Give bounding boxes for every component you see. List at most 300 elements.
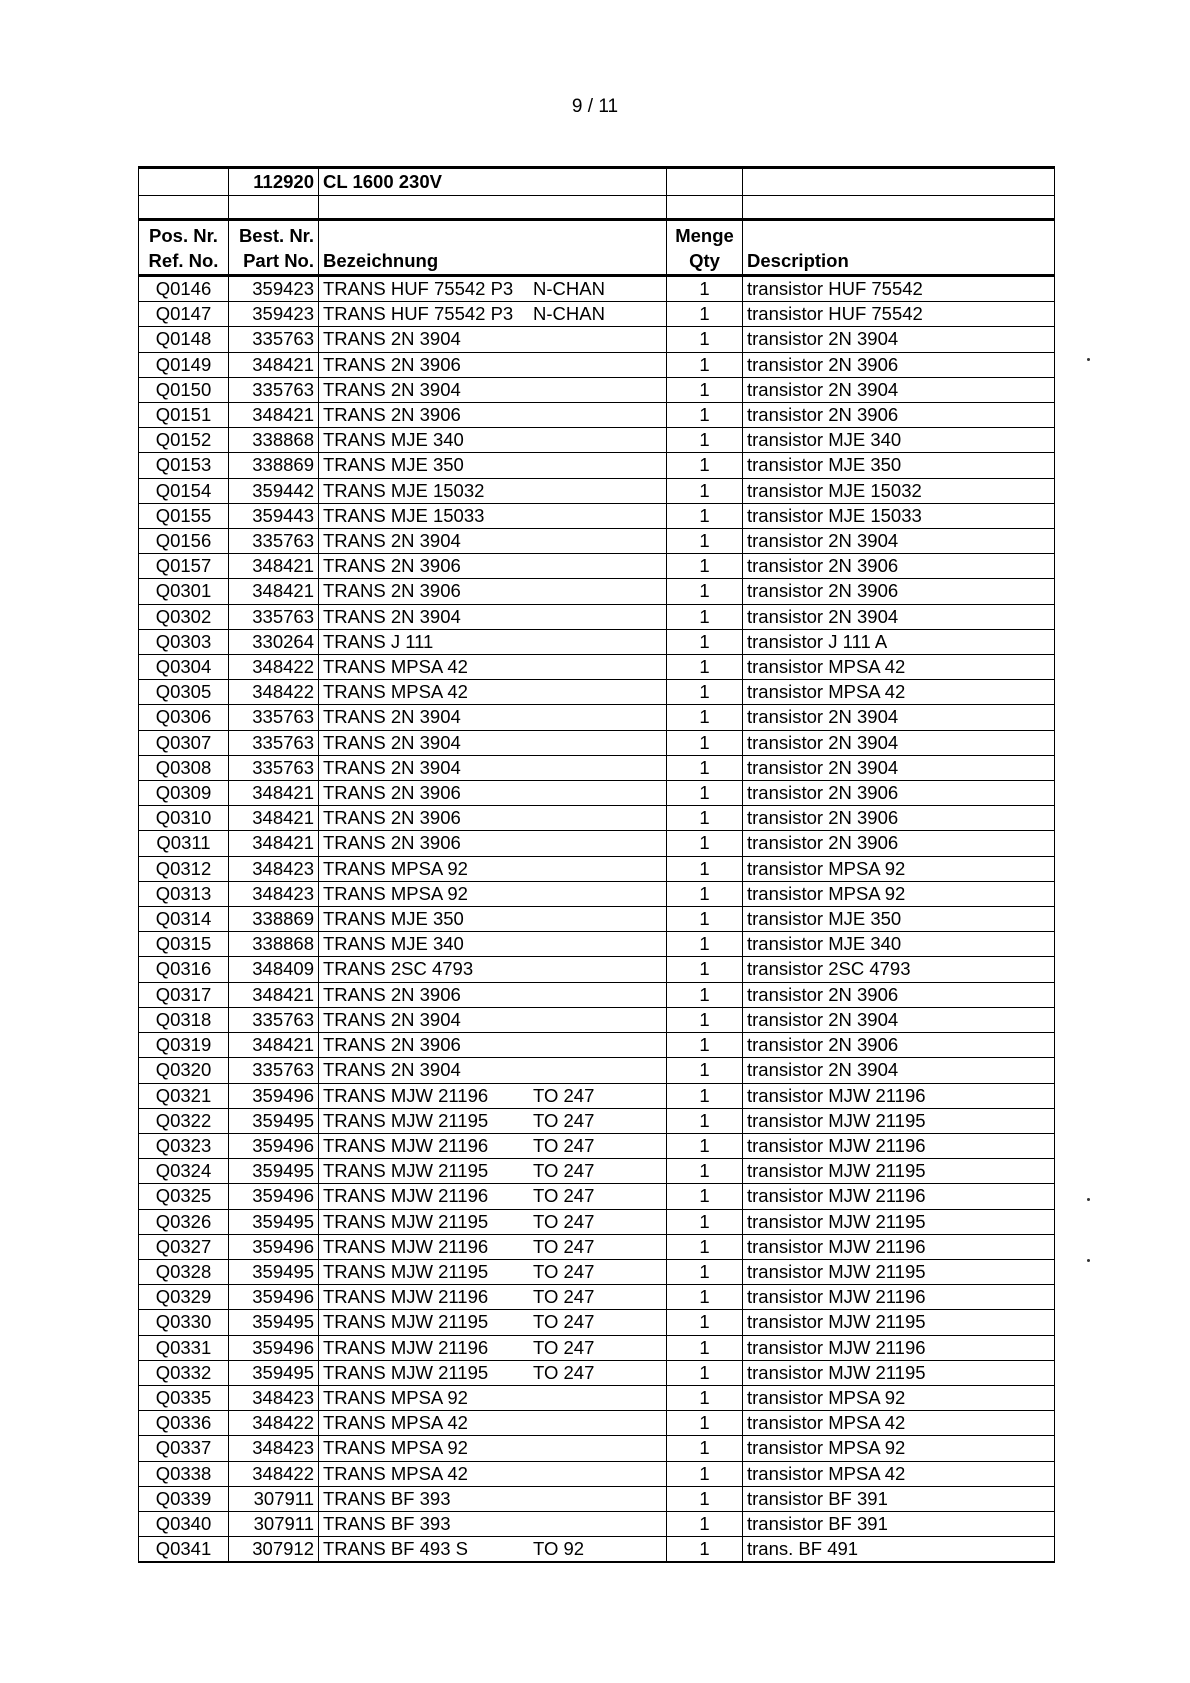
cell-qty: 1 (667, 276, 743, 302)
cell-bezeichnung (319, 503, 667, 528)
cell-part-nr: 335763 (229, 1058, 319, 1083)
cell-bezeichnung (319, 1058, 667, 1083)
table-row (139, 655, 1055, 680)
cell-description: transistor MJE 350 (743, 453, 1055, 478)
cell-qty: 1 (667, 705, 743, 730)
cell-pos-nr: Q0317 (139, 982, 229, 1007)
bezeichnung-text: TRANS MJW 21196 (323, 1286, 489, 1308)
cell-pos-nr: Q0319 (139, 1033, 229, 1058)
bezeichnung-text: TRANS MJE 350 (323, 908, 464, 930)
table-row (139, 1335, 1055, 1360)
table-row (139, 302, 1055, 327)
cell-qty: 1 (667, 1133, 743, 1158)
cell-bezeichnung (319, 781, 667, 806)
package-text: TO 247 (533, 1185, 595, 1207)
cell-part-nr: 348421 (229, 403, 319, 428)
cell-qty: 1 (667, 831, 743, 856)
cell-description: transistor 2N 3904 (743, 1058, 1055, 1083)
table-row (139, 1033, 1055, 1058)
cell-description: transistor 2N 3904 (743, 705, 1055, 730)
cell-pos-nr: Q0336 (139, 1411, 229, 1436)
cell-pos-nr: Q0327 (139, 1234, 229, 1259)
cell-bezeichnung (319, 453, 667, 478)
cell-part-nr: 359496 (229, 1133, 319, 1158)
bezeichnung-text: TRANS HUF 75542 P3 (323, 303, 514, 325)
cell-qty: 1 (667, 1486, 743, 1511)
bezeichnung-text: TRANS 2N 3904 (323, 1008, 461, 1030)
cell-description: transistor MJW 21196 (743, 1285, 1055, 1310)
title-empty-cell (667, 168, 743, 196)
cell-part-nr: 348423 (229, 856, 319, 881)
cell-bezeichnung (319, 302, 667, 327)
cell-pos-nr: Q0339 (139, 1486, 229, 1511)
cell-bezeichnung (319, 1159, 667, 1184)
cell-description: transistor BF 391 (743, 1486, 1055, 1511)
table-row (139, 1259, 1055, 1284)
header-part-no: 112920 (229, 168, 319, 196)
bezeichnung-text: TRANS 2N 3906 (323, 782, 461, 804)
column-header-pos-de: Pos. Nr. (149, 225, 218, 246)
cell-part-nr: 359442 (229, 478, 319, 503)
cell-description: transistor MPSA 92 (743, 1385, 1055, 1410)
table-row (139, 377, 1055, 402)
cell-qty: 1 (667, 982, 743, 1007)
cell-bezeichnung (319, 1234, 667, 1259)
cell-description: transistor MJW 21196 (743, 1133, 1055, 1158)
cell-pos-nr: Q0304 (139, 655, 229, 680)
cell-description: transistor MPSA 92 (743, 856, 1055, 881)
cell-pos-nr: Q0149 (139, 352, 229, 377)
cell-part-nr: 335763 (229, 705, 319, 730)
bezeichnung-text: TRANS MPSA 42 (323, 1462, 468, 1484)
cell-pos-nr: Q0156 (139, 529, 229, 554)
bezeichnung-text: TRANS 2N 3906 (323, 1034, 461, 1056)
table-row (139, 907, 1055, 932)
cell-pos-nr: Q0308 (139, 755, 229, 780)
cell-part-nr: 359496 (229, 1184, 319, 1209)
cell-part-nr: 335763 (229, 730, 319, 755)
cell-bezeichnung (319, 755, 667, 780)
cell-description: transistor HUF 75542 (743, 302, 1055, 327)
cell-qty: 1 (667, 881, 743, 906)
bezeichnung-text: TRANS 2SC 4793 (323, 958, 474, 980)
cell-pos-nr: Q0323 (139, 1133, 229, 1158)
table-row (139, 1486, 1055, 1511)
cell-bezeichnung (319, 982, 667, 1007)
cell-bezeichnung (319, 1083, 667, 1108)
package-text: N-CHAN (533, 278, 605, 299)
cell-part-nr: 359496 (229, 1234, 319, 1259)
bezeichnung-text: TRANS MJW 21195 (323, 1109, 489, 1131)
cell-description: transistor 2N 3904 (743, 755, 1055, 780)
cell-pos-nr: Q0332 (139, 1360, 229, 1385)
bezeichnung-text: TRANS MJW 21196 (323, 1185, 489, 1207)
cell-description: transistor J 111 A (743, 629, 1055, 654)
title-empty-cell (743, 168, 1055, 196)
cell-bezeichnung (319, 1285, 667, 1310)
cell-description: trans. BF 491 (743, 1537, 1055, 1563)
cell-qty: 1 (667, 604, 743, 629)
cell-description: transistor MPSA 42 (743, 1411, 1055, 1436)
table-row (139, 529, 1055, 554)
cell-bezeichnung (319, 579, 667, 604)
cell-part-nr: 348421 (229, 982, 319, 1007)
cell-description: transistor 2N 3906 (743, 403, 1055, 428)
cell-description: transistor 2N 3904 (743, 377, 1055, 402)
cell-part-nr: 338868 (229, 428, 319, 453)
bezeichnung-text: TRANS 2N 3904 (323, 756, 461, 778)
table-spacer-row (139, 196, 1055, 220)
cell-pos-nr: Q0155 (139, 503, 229, 528)
cell-pos-nr: Q0325 (139, 1184, 229, 1209)
table-row (139, 352, 1055, 377)
table-row (139, 1461, 1055, 1486)
cell-bezeichnung (319, 1360, 667, 1385)
cell-bezeichnung (319, 932, 667, 957)
cell-qty: 1 (667, 1360, 743, 1385)
cell-qty: 1 (667, 932, 743, 957)
table-row (139, 453, 1055, 478)
cell-pos-nr: Q0329 (139, 1285, 229, 1310)
cell-qty: 1 (667, 579, 743, 604)
bezeichnung-text: TRANS MJE 15032 (323, 479, 485, 501)
cell-pos-nr: Q0147 (139, 302, 229, 327)
table-row (139, 806, 1055, 831)
table-row (139, 1209, 1055, 1234)
cell-qty: 1 (667, 1511, 743, 1536)
cell-description: transistor 2N 3906 (743, 1033, 1055, 1058)
cell-part-nr: 348421 (229, 806, 319, 831)
cell-pos-nr: Q0340 (139, 1511, 229, 1536)
cell-qty: 1 (667, 554, 743, 579)
cell-description: transistor 2N 3904 (743, 529, 1055, 554)
table-row (139, 1159, 1055, 1184)
cell-part-nr: 338869 (229, 453, 319, 478)
header-model: CL 1600 230V (319, 168, 667, 196)
cell-bezeichnung (319, 907, 667, 932)
cell-part-nr: 359495 (229, 1159, 319, 1184)
table-row (139, 579, 1055, 604)
cell-description: transistor MJE 340 (743, 428, 1055, 453)
cell-part-nr: 348422 (229, 1411, 319, 1436)
cell-part-nr: 307912 (229, 1537, 319, 1563)
cell-description: transistor MJW 21196 (743, 1083, 1055, 1108)
cell-pos-nr: Q0146 (139, 276, 229, 302)
table-row (139, 1310, 1055, 1335)
column-header-part-de: Best. Nr. (238, 225, 314, 246)
bezeichnung-text: TRANS MJE 350 (323, 454, 464, 476)
cell-description: transistor MPSA 92 (743, 881, 1055, 906)
table-row (139, 276, 1055, 302)
table-row (139, 932, 1055, 957)
table-row (139, 554, 1055, 579)
cell-part-nr: 307911 (229, 1511, 319, 1536)
cell-part-nr: 348421 (229, 579, 319, 604)
table-row (139, 1007, 1055, 1032)
table-row (139, 629, 1055, 654)
cell-pos-nr: Q0306 (139, 705, 229, 730)
cell-qty: 1 (667, 1234, 743, 1259)
cell-pos-nr: Q0309 (139, 781, 229, 806)
cell-description: transistor MJW 21196 (743, 1335, 1055, 1360)
page-number: 9 / 11 (571, 96, 619, 117)
table-row (139, 403, 1055, 428)
cell-bezeichnung (319, 831, 667, 856)
bezeichnung-text: TRANS J 111 (323, 630, 434, 652)
column-header-qty-en: Qty (689, 250, 720, 271)
cell-qty: 1 (667, 856, 743, 881)
cell-pos-nr: Q0322 (139, 1108, 229, 1133)
bezeichnung-text: TRANS 2N 3904 (323, 605, 461, 627)
cell-qty: 1 (667, 806, 743, 831)
cell-pos-nr: Q0157 (139, 554, 229, 579)
cell-pos-nr: Q0328 (139, 1259, 229, 1284)
cell-pos-nr: Q0152 (139, 428, 229, 453)
bezeichnung-text: TRANS BF 393 (323, 1487, 451, 1509)
bezeichnung-text: TRANS 2N 3906 (323, 580, 461, 602)
cell-part-nr: 359495 (229, 1310, 319, 1335)
cell-bezeichnung (319, 957, 667, 982)
cell-part-nr: 348423 (229, 1436, 319, 1461)
cell-bezeichnung (319, 856, 667, 881)
table-row (139, 428, 1055, 453)
column-header-qty (667, 220, 743, 276)
cell-description: transistor MJE 15032 (743, 478, 1055, 503)
package-text: TO 247 (533, 1336, 595, 1358)
cell-qty: 1 (667, 655, 743, 680)
cell-part-nr: 348421 (229, 781, 319, 806)
cell-qty: 1 (667, 428, 743, 453)
cell-part-nr: 348422 (229, 655, 319, 680)
cell-bezeichnung (319, 1108, 667, 1133)
cell-qty: 1 (667, 1108, 743, 1133)
cell-part-nr: 338868 (229, 932, 319, 957)
cell-qty: 1 (667, 302, 743, 327)
column-header-bezeichnung (319, 220, 667, 276)
bezeichnung-text: TRANS 2N 3904 (323, 706, 461, 728)
cell-bezeichnung (319, 1133, 667, 1158)
package-text: TO 247 (533, 1235, 595, 1257)
cell-qty: 1 (667, 629, 743, 654)
cell-pos-nr: Q0303 (139, 629, 229, 654)
cell-description: transistor 2N 3904 (743, 604, 1055, 629)
table-row (139, 705, 1055, 730)
package-text: N-CHAN (533, 303, 605, 325)
cell-qty: 1 (667, 1159, 743, 1184)
cell-part-nr: 348422 (229, 1461, 319, 1486)
table-row (139, 604, 1055, 629)
cell-pos-nr: Q0148 (139, 327, 229, 352)
cell-qty: 1 (667, 1411, 743, 1436)
column-header-pos-en: Ref. No. (148, 250, 219, 271)
bezeichnung-text: TRANS 2N 3904 (323, 328, 461, 350)
bezeichnung-text: TRANS 2N 3904 (323, 530, 461, 552)
cell-description: transistor 2N 3904 (743, 1007, 1055, 1032)
cell-description: transistor MJE 350 (743, 907, 1055, 932)
cell-bezeichnung (319, 1436, 667, 1461)
column-header-pos (139, 220, 229, 276)
cell-description: transistor BF 391 (743, 1511, 1055, 1536)
package-text: TO 247 (533, 1134, 595, 1156)
cell-qty: 1 (667, 478, 743, 503)
column-header-qty-de: Menge (675, 225, 734, 246)
bezeichnung-text: TRANS MJW 21195 (323, 1260, 489, 1282)
cell-qty: 1 (667, 1436, 743, 1461)
cell-bezeichnung (319, 1033, 667, 1058)
table-row (139, 327, 1055, 352)
cell-bezeichnung (319, 680, 667, 705)
cell-part-nr: 359496 (229, 1083, 319, 1108)
bezeichnung-text: TRANS MJW 21195 (323, 1160, 489, 1182)
table-row (139, 1285, 1055, 1310)
table-row (139, 680, 1055, 705)
cell-pos-nr: Q0330 (139, 1310, 229, 1335)
cell-description: transistor MJW 21195 (743, 1209, 1055, 1234)
bezeichnung-text: TRANS MJW 21195 (323, 1210, 489, 1232)
cell-qty: 1 (667, 781, 743, 806)
table-row (139, 982, 1055, 1007)
bezeichnung-text: TRANS 2N 3906 (323, 983, 461, 1005)
cell-pos-nr: Q0311 (139, 831, 229, 856)
cell-description: transistor 2N 3906 (743, 579, 1055, 604)
cell-part-nr: 335763 (229, 1007, 319, 1032)
cell-part-nr: 359495 (229, 1360, 319, 1385)
cell-part-nr: 348423 (229, 881, 319, 906)
cell-pos-nr: Q0316 (139, 957, 229, 982)
bezeichnung-text: TRANS MJW 21196 (323, 1336, 489, 1358)
cell-pos-nr: Q0312 (139, 856, 229, 881)
cell-description: transistor MPSA 42 (743, 655, 1055, 680)
cell-pos-nr: Q0151 (139, 403, 229, 428)
cell-bezeichnung (319, 1411, 667, 1436)
cell-bezeichnung (319, 428, 667, 453)
bezeichnung-text: TRANS 2N 3906 (323, 555, 461, 577)
cell-pos-nr: Q0335 (139, 1385, 229, 1410)
table-row (139, 781, 1055, 806)
parts-list-table (138, 166, 1055, 1563)
bezeichnung-text: TRANS MJE 15033 (323, 504, 485, 526)
cell-part-nr: 348423 (229, 1385, 319, 1410)
cell-pos-nr: Q0301 (139, 579, 229, 604)
table-row (139, 1511, 1055, 1536)
column-header-desc: Description (747, 250, 849, 271)
bezeichnung-text: TRANS MJW 21196 (323, 1235, 489, 1257)
cell-bezeichnung (319, 1335, 667, 1360)
bezeichnung-text: TRANS 2N 3906 (323, 353, 461, 375)
cell-qty: 1 (667, 1385, 743, 1410)
cell-pos-nr: Q0307 (139, 730, 229, 755)
cell-bezeichnung (319, 1461, 667, 1486)
cell-description: transistor MJW 21196 (743, 1234, 1055, 1259)
cell-qty: 1 (667, 1310, 743, 1335)
cell-bezeichnung (319, 1184, 667, 1209)
bezeichnung-text: TRANS BF 393 (323, 1512, 451, 1534)
table-row (139, 1537, 1055, 1563)
cell-qty: 1 (667, 403, 743, 428)
cell-pos-nr: Q0321 (139, 1083, 229, 1108)
cell-pos-nr: Q0310 (139, 806, 229, 831)
cell-pos-nr: Q0341 (139, 1537, 229, 1563)
cell-part-nr: 348421 (229, 831, 319, 856)
table-row (139, 755, 1055, 780)
cell-qty: 1 (667, 529, 743, 554)
bezeichnung-text: TRANS MPSA 42 (323, 681, 468, 703)
bezeichnung-text: TRANS 2N 3906 (323, 832, 461, 854)
cell-part-nr: 307911 (229, 1486, 319, 1511)
column-header-part (229, 220, 319, 276)
table-row (139, 1184, 1055, 1209)
column-header-description (743, 220, 1055, 276)
cell-qty: 1 (667, 730, 743, 755)
cell-description: transistor 2N 3904 (743, 327, 1055, 352)
cell-part-nr: 348421 (229, 554, 319, 579)
bezeichnung-text: TRANS MPSA 42 (323, 656, 468, 678)
cell-description: transistor MJW 21195 (743, 1310, 1055, 1335)
bezeichnung-text: TRANS 2N 3904 (323, 731, 461, 753)
cell-bezeichnung (319, 881, 667, 906)
cell-bezeichnung (319, 806, 667, 831)
bezeichnung-text: TRANS 2N 3904 (323, 1059, 461, 1081)
table-row (139, 1234, 1055, 1259)
package-text: TO 247 (533, 1311, 595, 1333)
cell-qty: 1 (667, 1335, 743, 1360)
package-text: TO 247 (533, 1160, 595, 1182)
cell-pos-nr: Q0150 (139, 377, 229, 402)
bezeichnung-text: TRANS MJE 340 (323, 933, 464, 955)
table-row (139, 1083, 1055, 1108)
cell-description: transistor 2N 3906 (743, 831, 1055, 856)
cell-description: transistor 2N 3906 (743, 982, 1055, 1007)
cell-bezeichnung (319, 1537, 667, 1563)
cell-bezeichnung (319, 554, 667, 579)
cell-qty: 1 (667, 1209, 743, 1234)
cell-pos-nr: Q0331 (139, 1335, 229, 1360)
cell-bezeichnung (319, 377, 667, 402)
table-row (139, 1133, 1055, 1158)
cell-bezeichnung (319, 1486, 667, 1511)
cell-bezeichnung (319, 276, 667, 302)
cell-qty: 1 (667, 907, 743, 932)
cell-qty: 1 (667, 352, 743, 377)
column-header-part-en: Part No. (243, 250, 314, 271)
cell-description: transistor MJE 15033 (743, 503, 1055, 528)
title-empty-cell (139, 168, 229, 196)
bezeichnung-text: TRANS MPSA 92 (323, 1386, 468, 1408)
table-row (139, 831, 1055, 856)
bezeichnung-text: TRANS MPSA 92 (323, 1437, 468, 1459)
cell-description: transistor MPSA 92 (743, 1436, 1055, 1461)
bezeichnung-text: TRANS MJW 21196 (323, 1084, 489, 1106)
package-text: TO 247 (533, 1260, 595, 1282)
cell-bezeichnung (319, 730, 667, 755)
cell-bezeichnung (319, 1511, 667, 1536)
bezeichnung-text: TRANS 2N 3906 (323, 404, 461, 426)
cell-part-nr: 359496 (229, 1285, 319, 1310)
table-row (139, 503, 1055, 528)
table-row (139, 1411, 1055, 1436)
bezeichnung-text: TRANS MPSA 92 (323, 857, 468, 879)
cell-description: transistor MPSA 42 (743, 1461, 1055, 1486)
bezeichnung-text: TRANS MPSA 92 (323, 882, 468, 904)
cell-part-nr: 359423 (229, 276, 319, 302)
table-row (139, 1360, 1055, 1385)
bezeichnung-text: TRANS 2N 3906 (323, 807, 461, 829)
cell-pos-nr: Q0154 (139, 478, 229, 503)
cell-part-nr: 330264 (229, 629, 319, 654)
cell-qty: 1 (667, 503, 743, 528)
cell-bezeichnung (319, 478, 667, 503)
cell-part-nr: 359495 (229, 1209, 319, 1234)
